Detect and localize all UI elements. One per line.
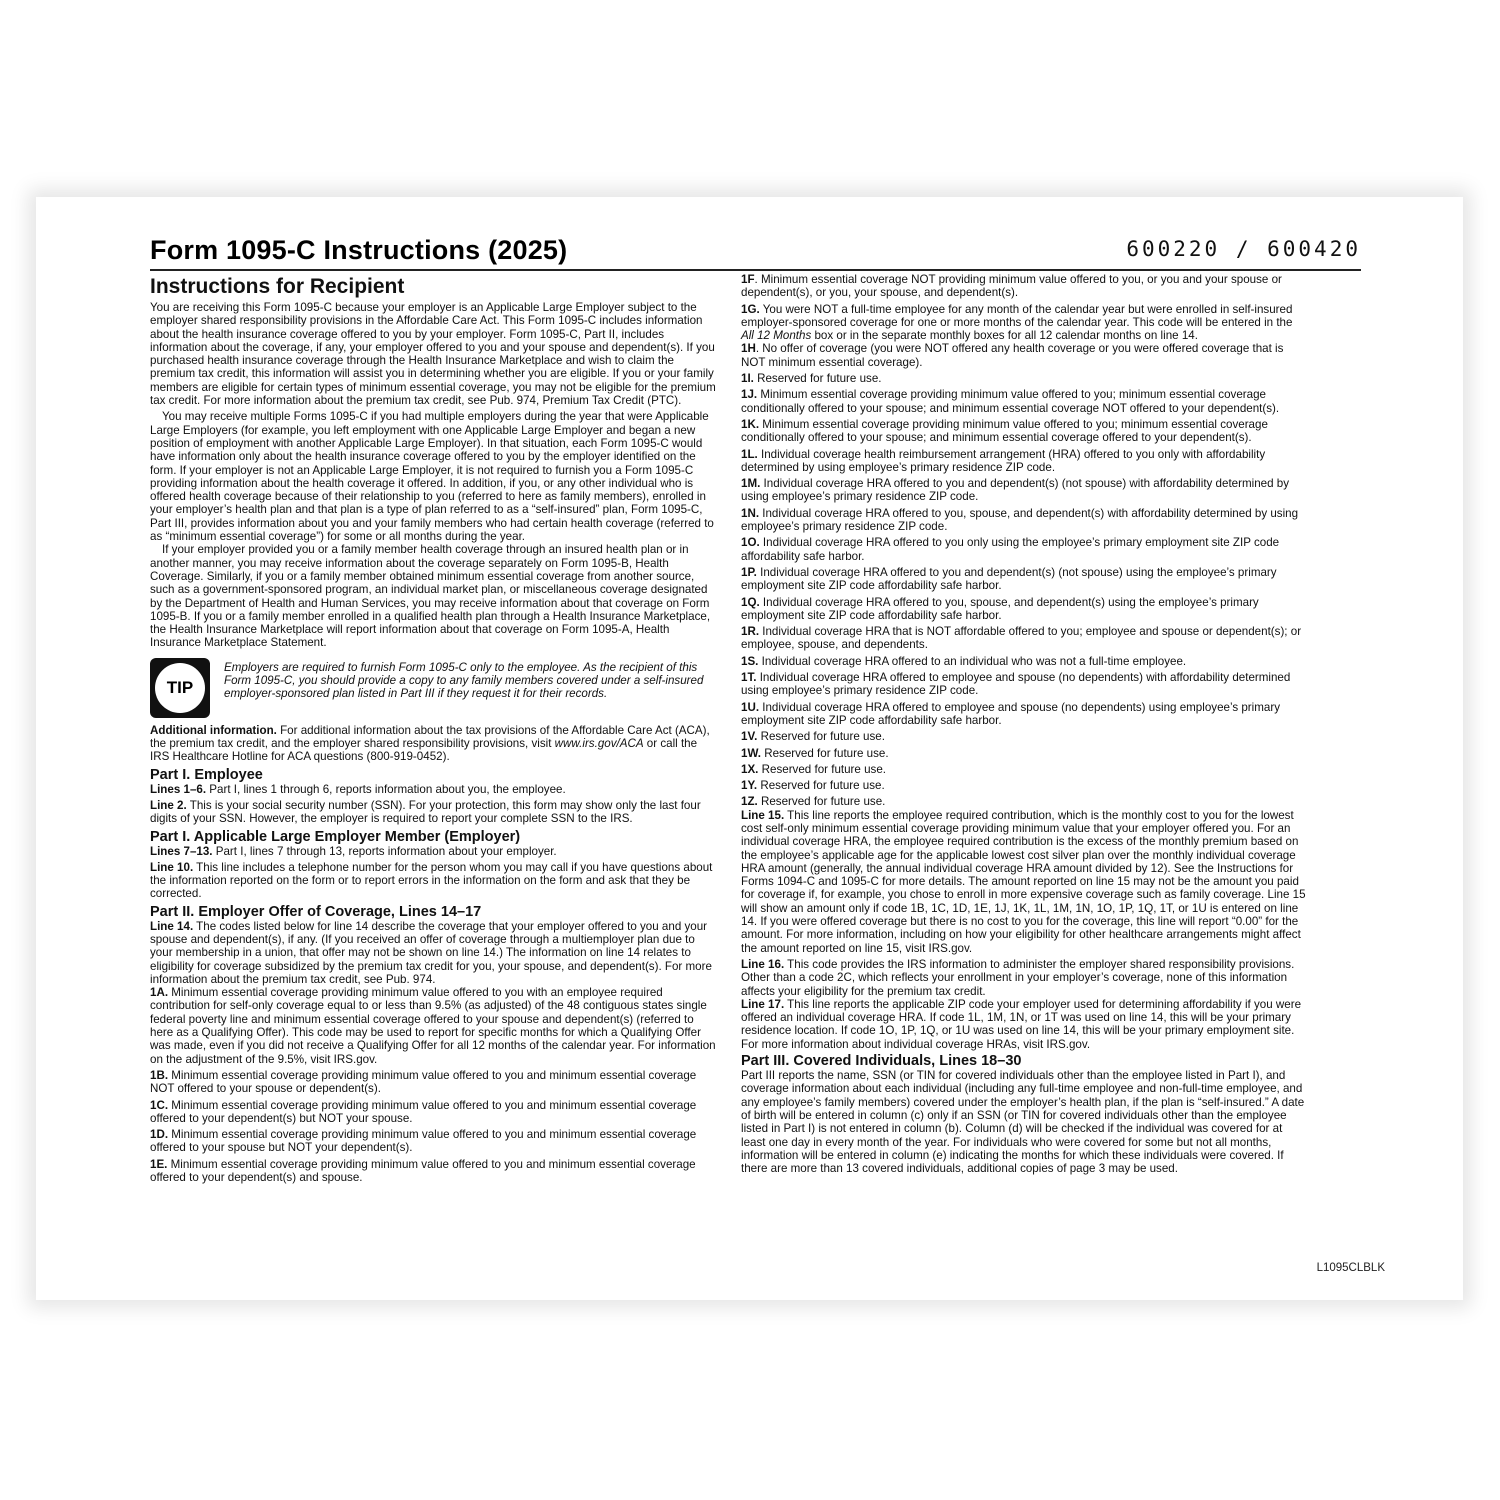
code-1h: [741, 342, 1307, 369]
item-text: This line reports the applicable ZIP code your employer used for determining affordability if you were offered an individual coverage HRA. If code 1L, 1M, 1N, or 1T was used on line 14, this will be your primary residence location. If code 1O, 1P, 1Q, or 1U was used on line 14, this will be your primary employment site. For more information about individual coverage HRAs, visit IRS.gov.: [741, 997, 1302, 1051]
code-label: 1U.: [741, 700, 760, 714]
code-label: 1L.: [741, 447, 758, 461]
form-codes: 600220 / 600420: [1126, 237, 1361, 261]
code-text: Individual coverage HRA offered to an individual who was not a full-time employee.: [758, 654, 1187, 668]
code-text: Minimum essential coverage providing minimum value offered to you and minimum essential coverage NOT offered to your spouse or dependent(s).: [150, 1068, 697, 1096]
intro-paragraph-2: You may receive multiple Forms 1095-C if you had multiple employers during the year that were Applicable Large Employers (for example, you left employment with one Applicable Large Employer and began a new position of employment with another Applicable Large Employer). In that situation, each Form 1095-C would have information only about the health insurance coverage offered to you by the employer identified on the form. If your employer is not an Applicable Large Employer, it is not required to furnish you a Form 1095-C providing information about the health coverage it offered. In addition, if you, or any other individual who is offered health coverage because of their relationship to you (referred to here as family members), enrolled in your employer’s health plan and that plan is a type of plan referred to as a “self-insured” plan, Form 1095-C, Part III, provides information about you and your family members who had certain health coverage (referred to as “minimum essential coverage”) for some or all months during the year.: [150, 410, 714, 544]
code-label: 1T.: [741, 671, 757, 685]
code-1k: [741, 418, 1307, 445]
code-label: 1Z.: [741, 795, 758, 809]
tip-badge-label: TIP: [155, 663, 205, 713]
code-label: 1R.: [741, 625, 760, 639]
code-1r: [741, 625, 1307, 652]
code-text-italic: All 12 Months: [741, 329, 812, 343]
code-1u: [741, 701, 1307, 728]
item-label: Line 15.: [741, 808, 785, 822]
code-1q: [741, 596, 1307, 623]
code-1i: [741, 372, 1307, 385]
tip-icon: [150, 658, 210, 718]
additional-info-text-end: or call the IRS Healthcare Hotline for ACA questions (800-919-0452).: [150, 737, 698, 764]
code-label: 1J.: [741, 388, 758, 402]
code-1c: [150, 1099, 716, 1126]
code-1j: [741, 388, 1307, 415]
code-1t: [741, 671, 1307, 698]
code-label: 1D.: [150, 1128, 169, 1142]
part3-text: Part III reports the name, SSN (or TIN for covered individuals other than the employee listed in Part I), and coverage information about each individual (including any full-time employee and non-full-time employee, and any employee’s family members) covered under the employer’s health plan, if the plan is “self-insured.” A date of birth will be entered in column (c) only if an SSN (or TIN for covered individuals other than the employee listed in Part I) is not entered in column (b). Column (d) will be checked if the individual was covered for at least one day in every month of the year. For individuals who were covered for some but not all months, information will be entered in column (e) indicating the months for which these individuals were covered. If there are more than 13 covered individuals, additional copies of page 3 may be used.: [741, 1069, 1305, 1176]
intro-paragraph-1: You are receiving this Form 1095-C because your employer is an Applicable Large Employer subject to the employer shared responsibility provisions in the Affordable Care Act. This Form 1095-C includes information about the health insurance coverage offered to you by your employer. Form 1095-C, Part II, includes information about the coverage, if any, your employer offered to you and your spouse and dependent(s). If you purchased health insurance coverage through the Health Insurance Marketplace and wish to claim the premium tax credit, this information will assist you in determining whether you are eligible. If you or your family members are eligible for certain types of minimum essential coverage, you may not be eligible for the premium tax credit. For more information about the premium tax credit, see Pub. 974, Premium Tax Credit (PTC).: [150, 301, 716, 408]
code-label: 1W.: [741, 746, 761, 760]
code-label: 1P.: [741, 565, 757, 579]
item-text: This line reports the employee required contribution, which is the monthly cost to you for the lowest cost self-only minimum essential coverage providing minimum value that your employer offered you. For an individual coverage HRA, the employee required contribution is the excess of the monthly premium based on the employee’s applicable age for the applicable lowest cost silver plan over the monthly individual coverage HRA amount (generally, the annual individual coverage HRA amount divided by 12). See the Instructions for Forms 1094-C and 1095-C for more details. The amount reported on line 15 may not be the amount you paid for coverage if, for example, you chose to enroll in more expensive coverage such as family coverage. Line 15 will show an amount only if code 1B, 1C, 1D, 1E, 1J, 1K, 1L, 1M, 1N, 1O, 1P, 1Q, 1T, or 1U is entered on line 14. If you were offered coverage but there is no cost to you for the coverage, this line will report “0.00” for the amount. For more information, including on how your eligibility for other healthcare arrangements might affect the amount reported on line 15, visit IRS.gov.: [741, 808, 1306, 955]
item-text: Part I, lines 7 through 13, reports information about your employer.: [212, 844, 557, 858]
line-10: [150, 861, 716, 901]
instruction-sheet: [36, 197, 1463, 1300]
line-2: [150, 799, 716, 826]
code-label: 1E.: [150, 1157, 168, 1171]
code-1a: [150, 986, 716, 1066]
item-text: This line includes a telephone number for the person whom you may call if you have questions about the information reported on the form or to report errors in the information on the form and ask that they be corrected.: [150, 860, 713, 901]
irs-aca-link[interactable]: www.irs.gov/ACA: [554, 737, 644, 751]
code-1d: [150, 1128, 716, 1155]
item-text: This is your social security number (SSN). For your protection, this form may show only the last four digits of your SSN. However, the employer is required to report your complete SSN to the IRS.: [150, 798, 701, 826]
code-1s: [741, 655, 1307, 668]
code-text: Reserved for future use.: [757, 779, 885, 793]
item-label: Lines 7–13.: [150, 844, 213, 858]
code-text: . No offer of coverage (you were NOT offered any health coverage or you were offered coverage that is NOT minimum essential coverage).: [741, 342, 1284, 369]
code-text: Minimum essential coverage providing minimum value offered to you; minimum essential coverage conditionally offered to your spouse; and minimum essential coverage NOT offered to your dependent(s).: [741, 388, 1280, 415]
code-text: Individual coverage HRA that is NOT affordable offered to you; employee and spouse or dependent(s); or employee, spouse, and dependents.: [741, 625, 1302, 652]
code-text: Individual coverage health reimbursement arrangement (HRA) offered to you only with affordability determined by using employee’s primary residence ZIP code.: [741, 447, 1266, 474]
code-text: Reserved for future use.: [758, 762, 886, 776]
code-label: 1F: [741, 273, 755, 286]
code-text: You were NOT a full-time employee for any month of the calendar year but were enrolled in self-insured employer-sponsored coverage for one or more months of the calendar year. This code will be entered in the: [741, 302, 1293, 329]
code-1x: [741, 763, 1307, 776]
code-label: 1M.: [741, 477, 761, 491]
left-column: [150, 275, 716, 1187]
intro-paragraph-3: If your employer provided you or a family member health coverage through an insured health plan or in another manner, you may receive information about the coverage separately on Form 1095-B, Health Coverage. Similarly, if you or a family member obtained minimum essential coverage from another source, such as a government-sponsored program, an individual market plan, or miscellaneous coverage designated by the Department of Health and Human Services, you may receive information about that coverage on Form 1095-B. If you or a family member enrolled in a qualified health plan through a Health Insurance Marketplace, the Health Insurance Marketplace will report information about that coverage on Form 1095-A, Health Insurance Marketplace Statement.: [150, 543, 711, 650]
code-1o: [741, 536, 1307, 563]
line-16: [741, 958, 1307, 998]
code-label: 1I.: [741, 372, 754, 386]
code-text-end: box or in the separate monthly boxes for all 12 calendar months on line 14.: [811, 329, 1198, 343]
code-label: 1S.: [741, 654, 759, 668]
page-title: Form 1095-C Instructions (2025): [150, 235, 568, 265]
item-label: Line 16.: [741, 957, 785, 971]
part2-heading: Part II. Employer Offer of Coverage, Lines 14–17: [150, 903, 482, 920]
code-text: Reserved for future use.: [757, 730, 885, 744]
code-text: Reserved for future use.: [760, 746, 889, 760]
code-text: Minimum essential coverage providing minimum value offered to you; minimum essential coverage conditionally offered to your spouse; and minimum essential coverage offered to your dependent(s).: [741, 417, 1268, 445]
code-1l: [741, 448, 1307, 475]
code-1f: [741, 273, 1307, 300]
code-1w: [741, 747, 1307, 760]
item-label: Line 14.: [150, 919, 194, 933]
right-column: [741, 273, 1307, 1178]
item-label: Line 10.: [150, 860, 194, 874]
part3-heading: Part III. Covered Individuals, Lines 18–30: [741, 1053, 1022, 1070]
line-14: [150, 920, 716, 986]
part1-employee-heading: Part I. Employee: [150, 766, 263, 783]
code-1z: [741, 795, 1307, 808]
item-label: Line 2.: [150, 798, 187, 812]
code-text: . Minimum essential coverage NOT providing minimum value offered to you, or you and your spouse or dependent(s), or you, your spouse, and dependent(s).: [741, 273, 1282, 300]
code-1v: [741, 730, 1307, 743]
code-text: Individual coverage HRA offered to you and dependent(s) (not spouse) with affordability determined by using employee’s primary residence ZIP code.: [741, 477, 1290, 504]
additional-info-text: For additional information about the tax provisions of the Affordable Care Act (ACA), the premium tax credit, and the employer shared responsibility provisions, visit: [150, 723, 710, 751]
code-label: 1V.: [741, 730, 758, 744]
code-label: 1B.: [150, 1068, 169, 1082]
code-text: Minimum essential coverage providing minimum value offered to you and minimum essential coverage offered to your dependent(s) and spouse.: [150, 1157, 696, 1185]
code-text: Reserved for future use.: [757, 795, 886, 809]
code-1y: [741, 779, 1307, 792]
additional-info-label: Additional information.: [150, 723, 277, 737]
code-1e: [150, 1158, 716, 1185]
code-label: 1C.: [150, 1098, 169, 1112]
code-label: 1G.: [741, 302, 760, 316]
section-title: Instructions for Recipient: [150, 275, 405, 298]
tip-callout: [150, 658, 716, 718]
code-text: Individual coverage HRA offered to you and dependent(s) (not spouse) using the employee’s primary employment site ZIP code affordability safe harbor.: [741, 565, 1277, 593]
code-text: Individual coverage HRA offered to you only using the employee’s primary employment site ZIP code affordability safe harbor.: [741, 536, 1280, 563]
code-text: Reserved for future use.: [753, 372, 882, 386]
code-1p: [741, 566, 1307, 593]
line-17: [741, 998, 1307, 1051]
code-label: 1K.: [741, 417, 760, 431]
code-1g: [741, 303, 1307, 343]
page-header: [150, 233, 1361, 271]
code-label: 1X.: [741, 762, 759, 776]
item-text: Part I, lines 1 through 6, reports information about you, the employee.: [206, 782, 566, 796]
code-label: 1H: [741, 342, 756, 356]
code-text: Individual coverage HRA offered to employee and spouse (no dependents) using employee’s primary employment site ZIP code affordability safe harbor.: [741, 700, 1281, 727]
code-text: Individual coverage HRA offered to you, spouse, and dependent(s) with affordability determined by using employee’s primary residence ZIP code.: [741, 506, 1299, 534]
additional-information: [150, 724, 716, 764]
line-15: [741, 809, 1307, 955]
part1-employer-heading: Part I. Applicable Large Employer Member (Employer): [150, 828, 521, 845]
item-label: Lines 1–6.: [150, 782, 207, 796]
code-text: Individual coverage HRA offered to you, spouse, and dependent(s) using the employee’s primary employment site ZIP code affordability safe harbor.: [741, 595, 1259, 622]
code-text: Minimum essential coverage providing minimum value offered to you and minimum essential coverage offered to your spouse but NOT your dependent(s).: [150, 1128, 697, 1155]
code-1b: [150, 1069, 716, 1096]
code-text: Minimum essential coverage providing minimum value offered to you and minimum essential coverage offered to your dependent(s) but NOT your spouse.: [150, 1098, 697, 1125]
code-label: 1Y.: [741, 779, 758, 793]
code-text: Individual coverage HRA offered to employee and spouse (no dependents) with affordability determined using employee’s primary residence ZIP code.: [741, 671, 1291, 698]
code-1m: [741, 477, 1307, 504]
item-text: This code provides the IRS information to administer the employer shared responsibility provisions. Other than a code 2C, which reflects your enrollment in your employer’s coverage, none of this information affects your eligibility for the premium tax credit.: [741, 957, 1295, 998]
lines-1-6: [150, 783, 716, 796]
tip-text: Employers are required to furnish Form 1095-C only to the employee. As the recipient of this Form 1095-C, you should provide a copy to any family members covered under a self-insured employer-sponsored plan listed in Part III if they request it for their records.: [224, 660, 704, 701]
product-code: L1095CLBLK: [1316, 1262, 1385, 1274]
code-1n: [741, 507, 1307, 534]
item-text: The codes listed below for line 14 describe the coverage that your employer offered to you and your spouse and dependent(s), if any. (If you received an offer of coverage through a multiemployer plan due to your membership in a union, that offer may not be shown on line 14.) The information on line 14 relates to eligibility for coverage subsidized by the premium tax credit for you, your spouse, and dependent(s). For more information about the premium tax credit, see Pub. 974.: [150, 919, 712, 986]
lines-7-13: [150, 845, 716, 858]
item-label: Line 17.: [741, 997, 785, 1011]
code-text: Minimum essential coverage providing minimum value offered to you with an employee required contribution for self-only coverage equal to or less than 9.5% (as adjusted) of the 48 contiguous states single federal poverty line and minimum essential coverage offered to your spouse and dependent(s) (referred to here as a Qualifying Offer). This code may be used to report for specific months for which a Qualifying Offer was made, even if you did not receive a Qualifying Offer for all 12 months of the calendar year. For information on the adjustment of the 9.5%, visit IRS.gov.: [150, 986, 716, 1066]
code-label: 1O.: [741, 536, 760, 550]
code-label: 1A.: [150, 986, 169, 1000]
code-label: 1Q.: [741, 595, 760, 609]
code-label: 1N.: [741, 506, 760, 520]
